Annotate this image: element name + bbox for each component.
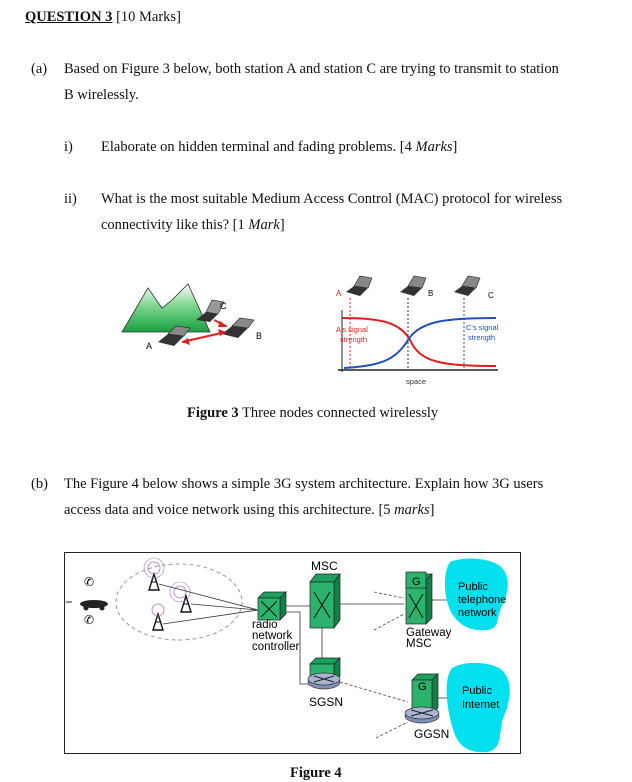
msc-icon [310,574,340,628]
sub-ii-line1: What is the most suitable Medium Access Control (MAC) protocol for wireless [101,191,563,207]
part-b-close: ] [429,502,435,518]
sub-ii-close: ] [279,217,285,233]
mountain-icon [122,284,210,332]
rnc-label-line3: controller [252,641,300,653]
sgsn-icon [308,658,340,689]
msc-label: MSC [311,559,338,573]
phone-icon-1: ✆ [84,575,95,589]
part-b-line1: The Figure 4 below shows a simple 3G system architecture. Explain how 3G users [64,476,544,492]
sub-i-close: ] [452,139,458,155]
gateway-msc-g: G [412,576,421,588]
fig3-left-label-a: A [146,341,153,351]
fig3-c-signal-line2: strength [468,333,496,342]
part-b-line2 [64,501,434,519]
fig3-left-label-c: C [220,301,227,311]
fig3-right-label-b: B [428,289,434,298]
fig3-right-label-a: A [336,289,342,298]
arrow-c-b-icon [214,320,228,327]
part-b-label: (b) [31,476,48,492]
gateway-msc-label-line1: Gateway [406,627,452,639]
sub-ii-label: ii) [64,191,77,207]
question-marks: [10 Marks] [112,9,181,25]
gateway-msc-label-line2: MSC [406,638,432,650]
fig3-a-signal-line1: A's signal [336,325,368,334]
sub-i-body: Elaborate on hidden terminal and fading problems. [4 [101,139,416,155]
sub-i-text [101,138,457,156]
part-b-body: access data and voice network using this architecture. [5 [64,502,395,518]
pstn-label-line2: telephone [458,594,507,606]
phone-icon-2: ✆ [84,613,95,627]
fig3-a-signal-line2: strength [340,335,368,344]
sub-i-label: i) [64,139,73,155]
part-a-label: (a) [31,61,48,77]
figure-4-caption: Figure 4 [290,765,342,781]
ggsn-g: G [418,681,427,693]
question-title: QUESTION 3 [25,9,113,25]
sub-ii-body: connectivity like this? [1 [101,217,249,233]
part-a-line1: Based on Figure 3 below, both station A and station C are trying to transmit to station [64,61,559,77]
laptop-right-b-icon [400,276,426,296]
sub-i-marks: Marks [415,139,453,155]
internet-label-line1: Public [462,685,492,697]
rnc-icon [258,592,286,620]
figure-3-caption-bold: Figure 3 [187,405,239,421]
part-a-line2: B wirelessly. [64,87,139,103]
laptop-right-a-icon [346,276,372,296]
fig3-left-label-b: B [256,331,263,341]
fig3-c-signal-line1: C's signal [466,323,499,332]
fig3-right-label-c: C [488,291,494,300]
laptop-b-icon [222,318,254,338]
internet-label-line2: Internet [462,699,500,711]
rnc-label-line1: radio [252,619,278,631]
pstn-label-line1: Public [458,581,488,593]
question-header [25,8,181,26]
rnc-label-line2: network [252,630,293,642]
sgsn-label: SGSN [309,695,344,709]
ggsn-label: GGSN [414,727,450,741]
sub-ii-line2 [101,216,285,234]
figure-3 [110,270,530,390]
figure-4 [64,552,522,755]
fig3-axis-label: space [406,377,427,386]
pstn-label-line3: network [458,607,497,619]
figure-3-caption [187,404,438,422]
sub-ii-marks: Mark [248,217,280,233]
part-b-marks: marks [394,502,430,518]
figure-3-caption-text: Three nodes connected wirelessly [238,405,439,421]
laptop-right-c-icon [454,276,480,296]
